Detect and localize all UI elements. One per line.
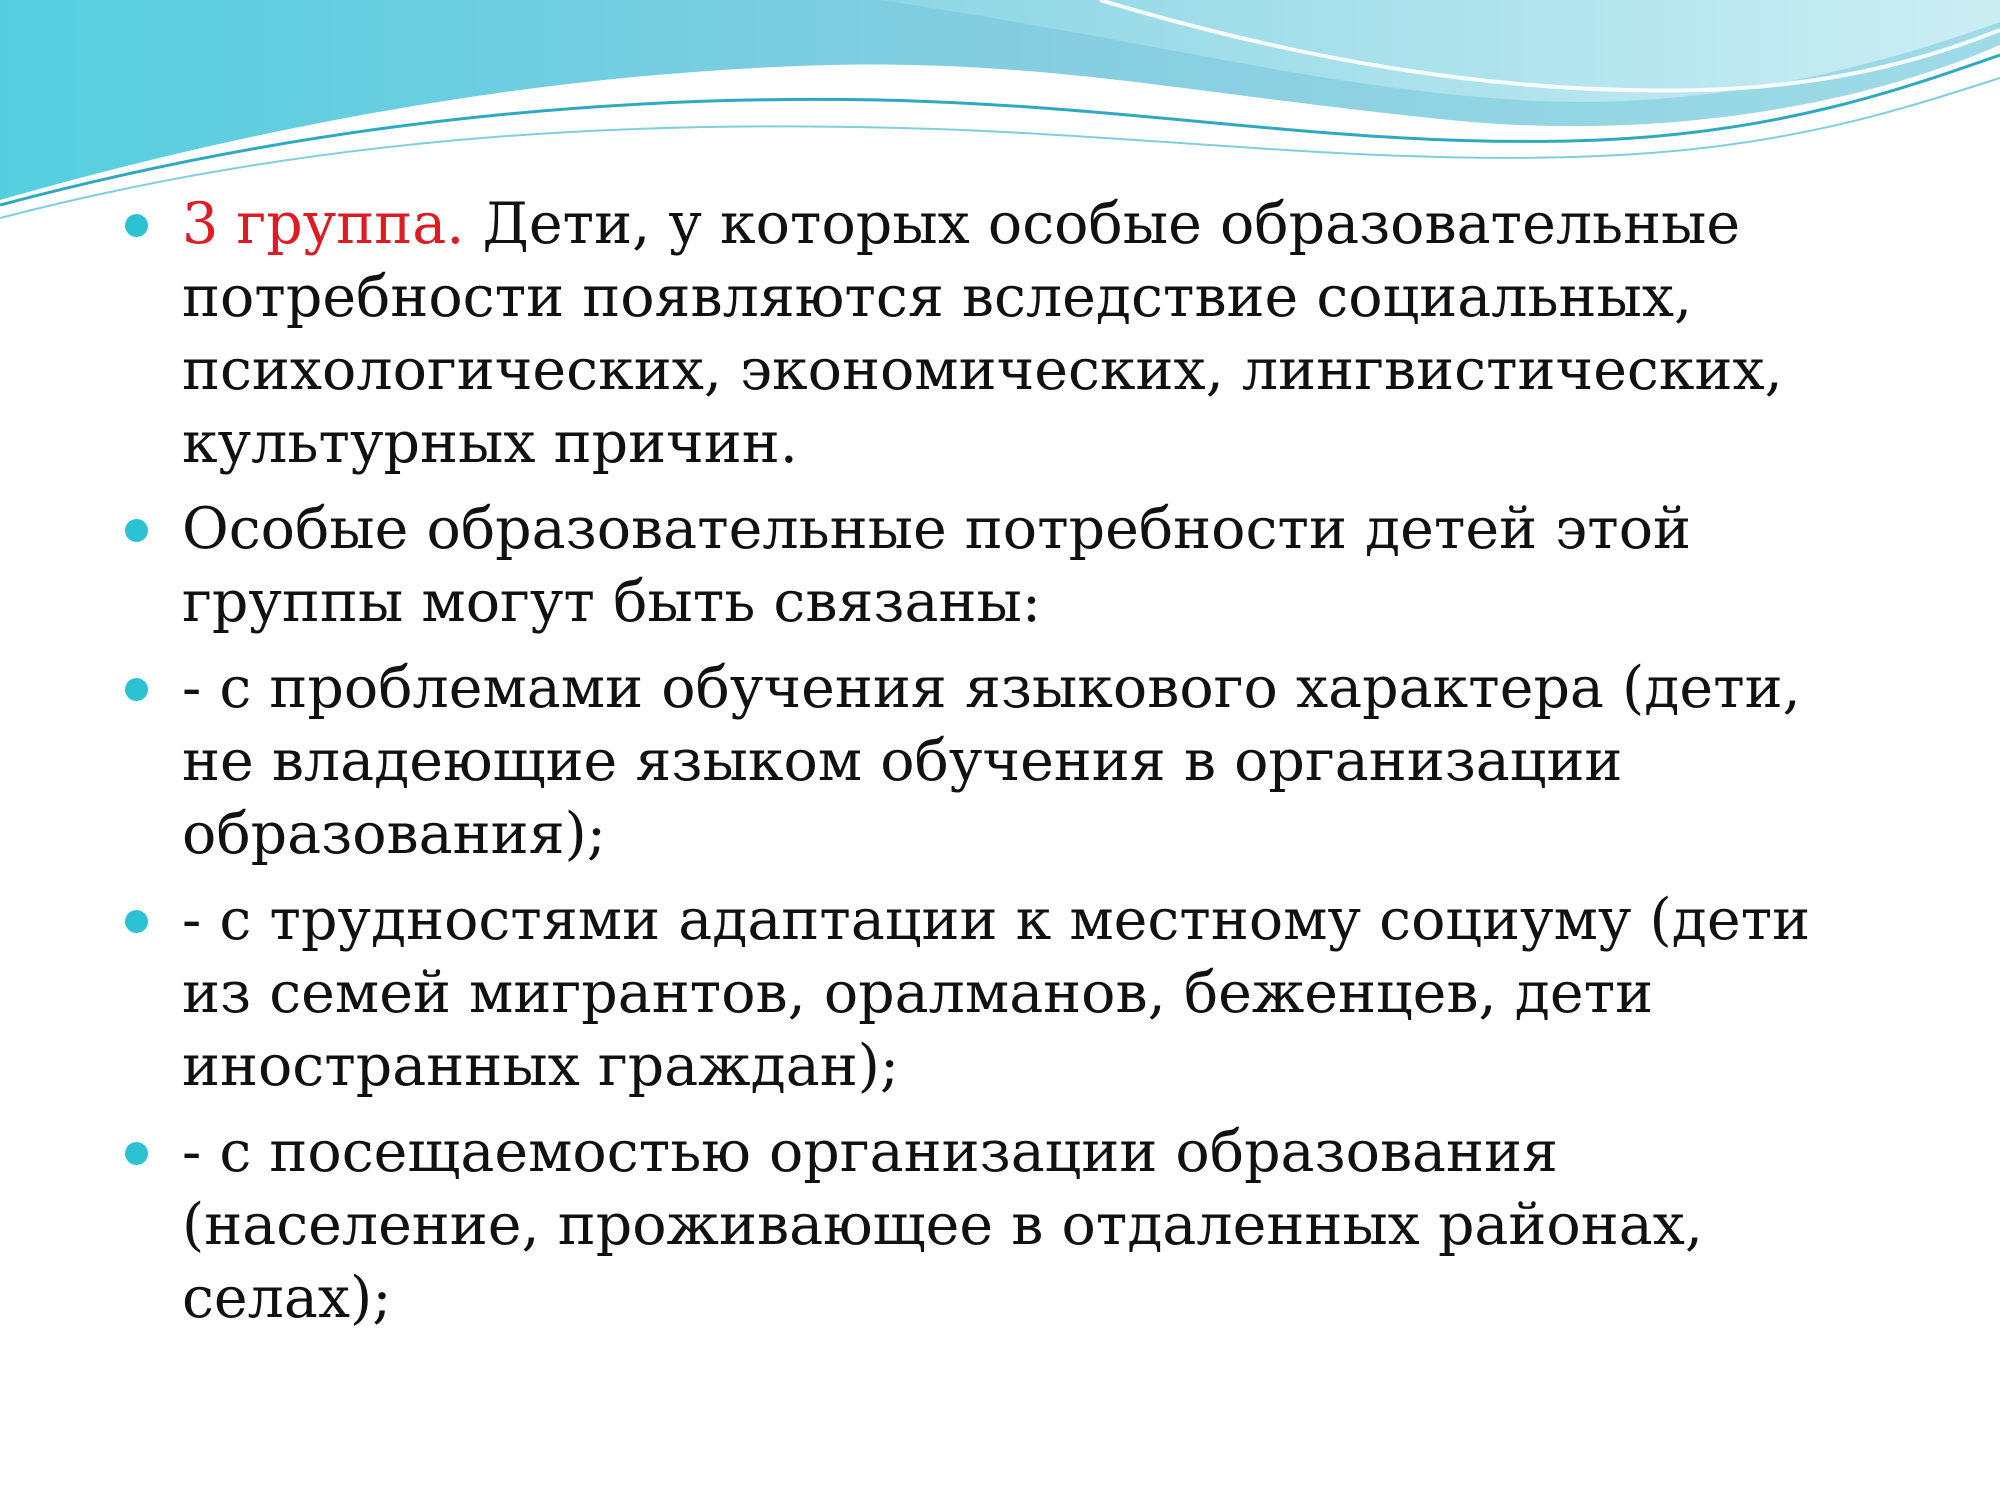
- list-item-text: - с проблемами обучения языкового характера (дети, не владеющие языком обучения в организации образования);: [182, 655, 1801, 867]
- list-item: [125, 188, 1885, 480]
- group-label: 3 группа.: [182, 191, 465, 257]
- bullet-list: [125, 188, 1885, 1348]
- list-item: [125, 884, 1885, 1103]
- bullet-dot-icon: [125, 519, 148, 542]
- bullet-dot-icon: [125, 910, 148, 933]
- bullet-dot-icon: [125, 214, 148, 237]
- list-item-text: - с посещаемостью организации образования (население, проживающее в отдаленных районах, селах);: [182, 1119, 1703, 1331]
- bullet-dot-icon: [125, 678, 148, 701]
- list-item: [125, 652, 1885, 871]
- list-item-text: Дети, у которых особые образовательные потребности появляются вследствие социальных, психологических, экономических, лингвистических, культурных причин.: [182, 191, 1783, 476]
- list-item-text: - с трудностями адаптации к местному социуму (дети из семей мигрантов, оралманов, беженцев, дети иностранных граждан);: [182, 887, 1811, 1099]
- bullet-dot-icon: [125, 1142, 148, 1165]
- list-item: [125, 493, 1885, 639]
- list-item-text: Особые образовательные потребности детей этой группы могут быть связаны:: [182, 496, 1692, 635]
- list-item: [125, 1116, 1885, 1335]
